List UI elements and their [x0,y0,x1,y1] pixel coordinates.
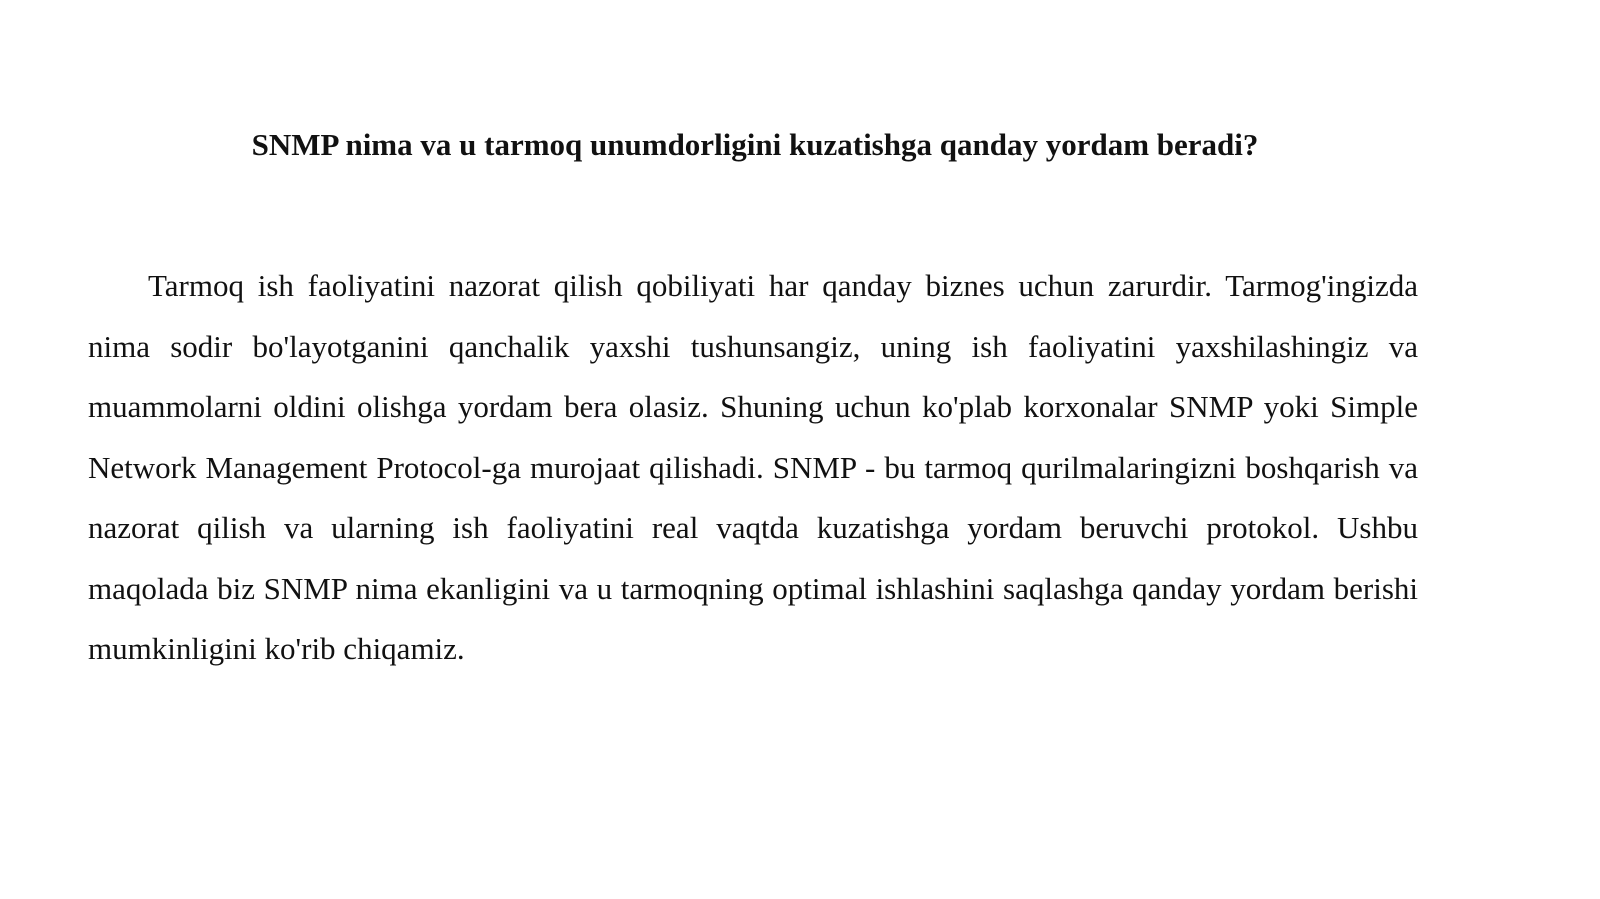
body-paragraph: Tarmoq ish faoliyatini nazorat qilish qobiliyati har qanday biznes uchun zarurdir. Tarmog'ingizda nima sodir bo'layotganini qanchalik yaxshi tushunsangiz, uning ish faoliyatini yaxshilashingiz va muammolarni oldini olishga yordam bera olasiz. Shuning uchun ko'plab korxonalar SNMP yoki Simple Network Management Protocol-ga murojaat qilishadi. SNMP - bu tarmoq qurilmalaringizni boshqarish va nazorat qilish va ularning ish faoliyatini real vaqtda kuzatishga yordam beruvchi protokol. Ushbu maqolada biz SNMP nima ekanligini va u tarmoqning optimal ishlashini saqlashga qanday yordam berishi mumkinligini ko'rib chiqamiz. [88,268,1418,666]
document-title: SNMP nima va u tarmoq unumdorligini kuzatishga qanday yordam beradi? [251,127,1259,162]
